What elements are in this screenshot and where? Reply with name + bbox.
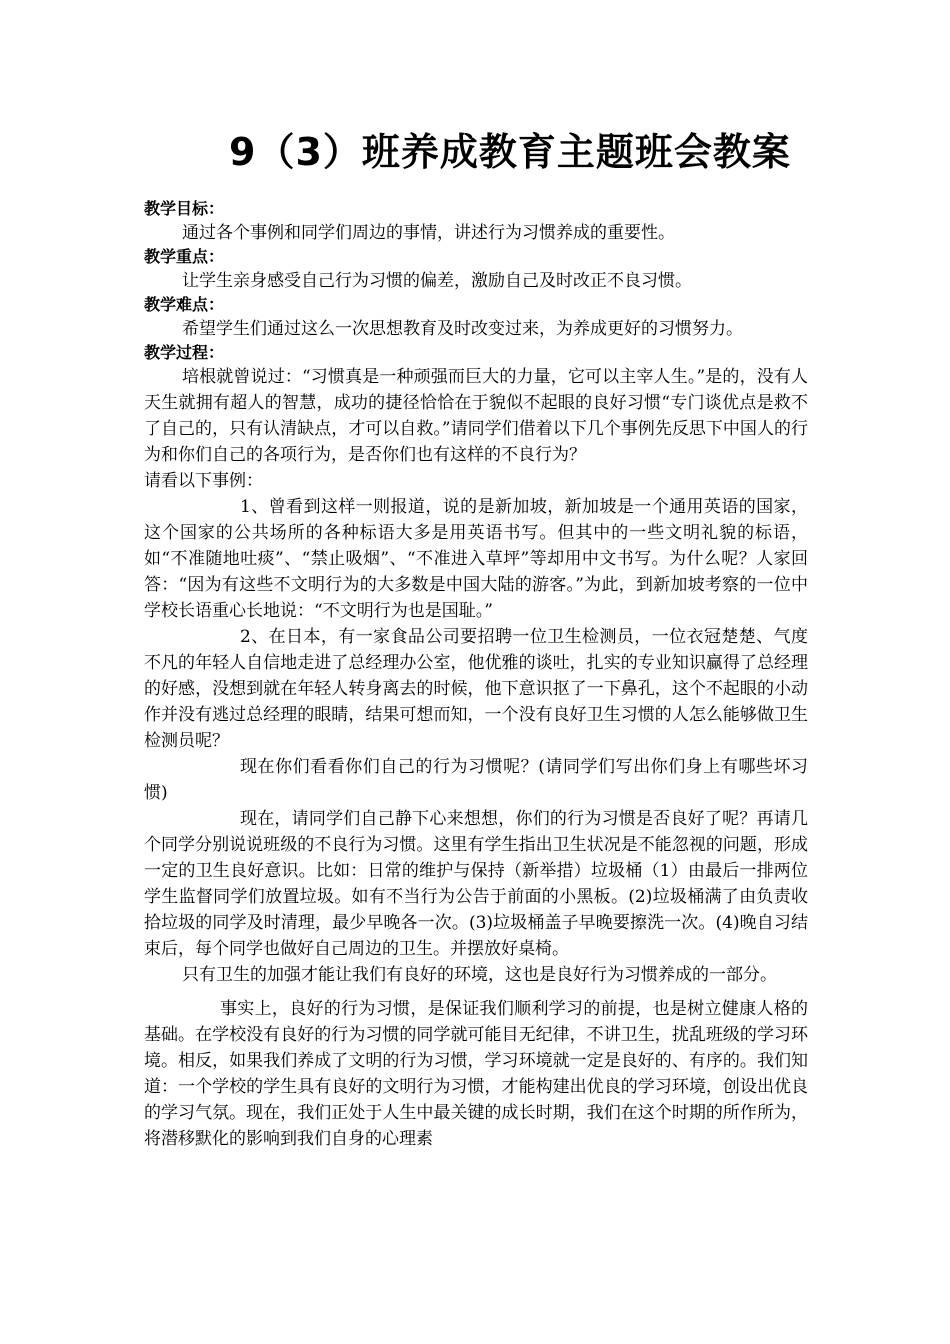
- teaching-goal-heading: 教学目标：: [144, 199, 225, 218]
- body-paragraph: 现在，请同学们自己静下心来想想，你们的行为习惯是否良好了呢？再请几个同学分别说说班级的不良行为习惯。这里有学生指出卫生状况是不能忽视的问题，形成一定的卫生良好意识。比如：日常的维护与保持（新举措）垃圾桶（1）由最后一排两位学生监督同学们放置垃圾。如有不当行为公告于前面的小黑板。(2)垃圾桶满了由负责收拾垃圾的同学及时清理，最少早晚各一次。(3)垃圾桶盖子早晚要擦洗一次。(4)晚自习结束后，每个同学也做好自己周边的卫生。并摆放好桌椅。: [144, 809, 808, 959]
- body-paragraph: 事实上，良好的行为习惯，是保证我们顺利学习的前提，也是树立健康人格的基础。在学校没有良好的行为习惯的同学就可能目无纪律，不讲卫生，扰乱班级的学习环境。相反，如果我们养成了文明的行为习惯，学习环境就一定是良好的、有序的。我们知道：一个学校的学生具有良好的文明行为习惯，才能构建出优良的学习环境，创设出优良的学习气氛。现在，我们正处于人生中最关键的成长时期，我们在这个时期的所作所为，将潜移默化的影响到我们自身的心理素: [144, 999, 808, 1149]
- document-title: 9（3）班养成教育主题班会教案: [229, 130, 791, 174]
- body-paragraph: 请看以下事例：: [144, 471, 263, 491]
- teaching-difficulty-heading: 教学难点：: [144, 295, 225, 314]
- body-paragraph: 1、曾看到这样一则报道，说的是新加坡，新加坡是一个通用英语的国家，这个国家的公共场所的各种标语大多是用英语书写。但其中的一些文明礼貌的标语，如“不准随地吐痰”、“禁止吸烟”、“不准进入草坪”等却用中文书写。为什么呢？人家回答：“因为有这些不文明行为的大多数是中国大陆的游客。”为此，到新加坡考察的一位中学校长语重心长地说：“不文明行为也是国耻。”: [144, 497, 808, 621]
- document-body: [144, 198, 808, 1152]
- teaching-goal-text: 通过各个事例和同学们周边的事情，讲述行为习惯养成的重要性。: [182, 223, 675, 243]
- teaching-key-text: 让学生亲身感受自己行为习惯的偏差，激励自己及时改正不良习惯。: [182, 271, 692, 291]
- body-paragraph: 只有卫生的加强才能让我们有良好的环境，这也是良好行为习惯养成的一部分。: [182, 965, 777, 985]
- teaching-difficulty-text: 希望学生们通过这么一次思想教育及时改变过来，为养成更好的习惯努力。: [182, 319, 743, 339]
- body-paragraph: 现在你们看看你们自己的行为习惯呢？(请同学们写出你们身上有哪些坏习惯): [144, 757, 808, 803]
- teaching-key-heading: 教学重点：: [144, 247, 225, 266]
- teaching-process-heading: 教学过程：: [144, 343, 225, 362]
- body-paragraph: 2、在日本，有一家食品公司要招聘一位卫生检测员，一位衣冠楚楚、气度不凡的年轻人自信地走进了总经理办公室，他优雅的谈吐，扎实的专业知识赢得了总经理的好感，没想到就在年轻人转身离去的时候，他下意识抠了一下鼻孔，这个不起眼的小动作并没有逃过总经理的眼睛，结果可想而知，一个没有良好卫生习惯的人怎么能够做卫生检测员呢？: [144, 627, 808, 751]
- body-paragraph: 培根就曾说过：“习惯真是一种顽强而巨大的力量，它可以主宰人生。”是的，没有人天生就拥有超人的智慧，成功的捷径恰恰在于貌似不起眼的良好习惯“专门谈优点是救不了自己的，只有认清缺点，才可以自救。”请同学们借着以下几个事例先反思下中国人的行为和你们自己的各项行为，是否你们也有这样的不良行为？: [144, 367, 808, 465]
